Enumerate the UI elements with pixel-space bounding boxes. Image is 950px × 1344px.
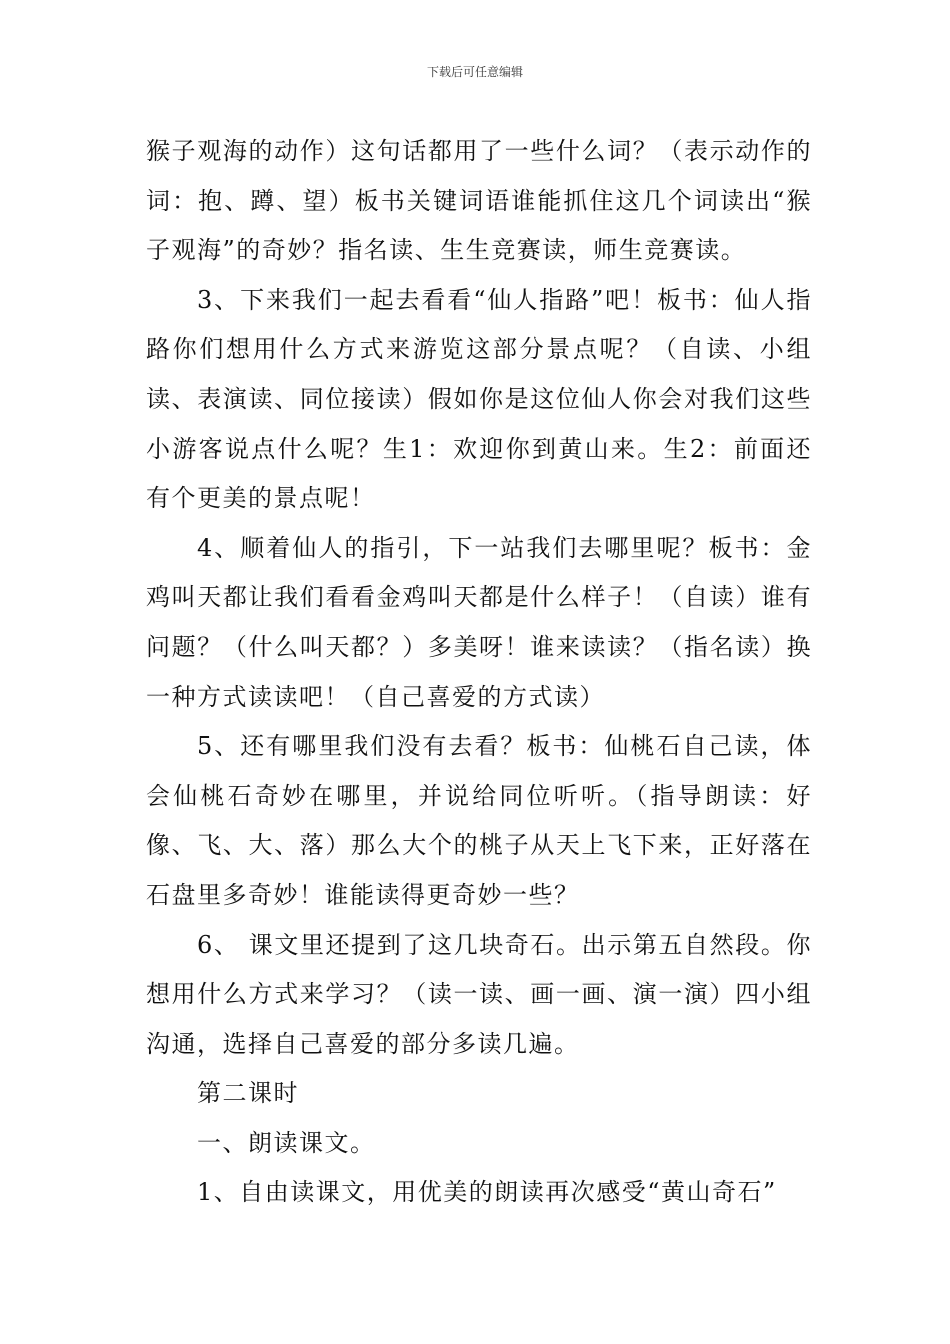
subsection-heading: 一、朗读课文。 [197, 1128, 376, 1157]
paragraph: 猴子观海的动作）这句话都用了一些什么词？（表示动作的词：抱、蹲、望）板书关键词语谁能抓住这几个词读出“猴子观海”的奇妙？指名读、生生竞赛读，师生竞赛读。 [146, 137, 812, 265]
page-header: 下载后可任意编辑 [426, 65, 523, 79]
paragraph: 4、顺着仙人的指引，下一站我们去哪里呢？板书：金鸡叫天都让我们看看金鸡叫天都是什么样子！（自读）谁有问题？（什么叫天都？）多美呀！谁来读读？（指名读）换一种方式读读吧！（自己喜爱的方式读） [146, 533, 812, 711]
paragraph: 6、 课文里还提到了这几块奇石。出示第五自然段。你想用什么方式来学习？（读一读、画一画、演一演）四小组沟通，选择自己喜爱的部分多读几遍。 [146, 930, 812, 1058]
paragraph: 1、自由读课文，用优美的朗读再次感受“黄山奇石” [197, 1178, 777, 1207]
paragraph: 3、下来我们一起去看看“仙人指路”吧！板书：仙人指路你们想用什么方式来游览这部分景点呢？（自读、小组读、表演读、同位接读）假如你是这位仙人你会对我们这些小游客说点什么呢？生1：欢迎你到黄山来。生2：前面还有个更美的景点呢！ [146, 285, 812, 513]
paragraph: 5、还有哪里我们没有去看？板书：仙桃石自己读，体会仙桃石奇妙在哪里，并说给同位听听。（指导朗读：好像、飞、大、落）那么大个的桃子从天上飞下来，正好落在石盘里多奇妙！谁能读得更奇妙一些？ [146, 732, 812, 909]
document-body [146, 127, 812, 1218]
section-heading: 第二课时 [197, 1079, 299, 1108]
